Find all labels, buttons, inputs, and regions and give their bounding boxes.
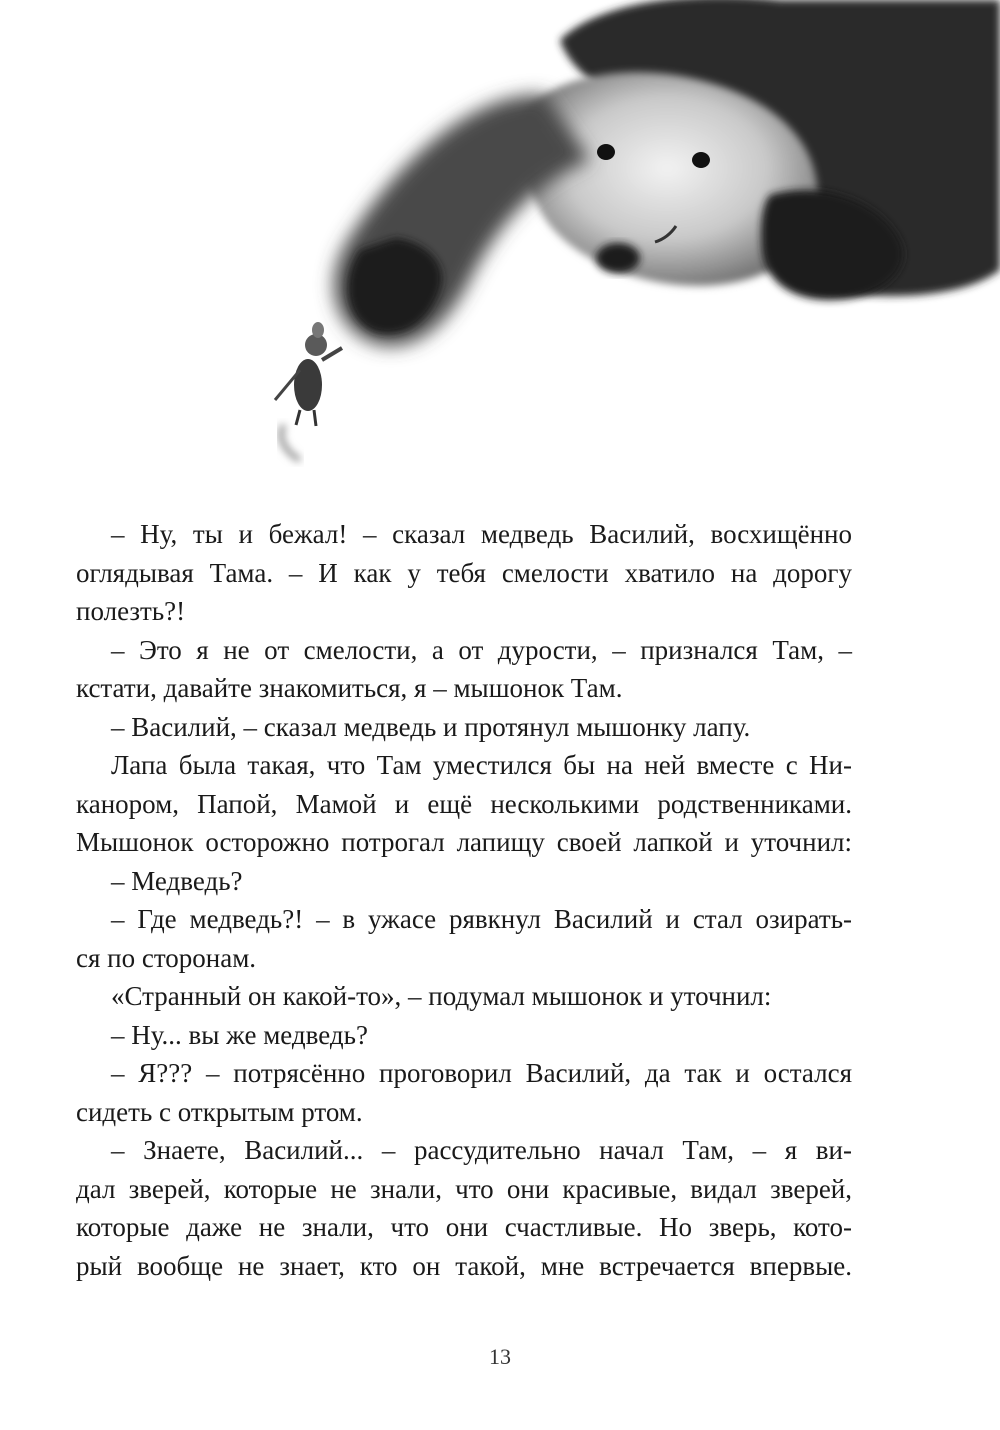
text-line: – Я??? – потрясённо проговорил Василий, да так и остался [111,1058,852,1088]
text-line: – Ну... вы же медведь? [111,1019,368,1050]
text-line: – Знаете, Василий... – рассудительно начал Там, – я ви- [111,1135,852,1165]
text-line: кстати, давайте знакомиться, я – мышонок Там. [76,673,623,703]
text-line: дал зверей, которые не знали, что они красивые, видал зверей, [76,1173,852,1204]
page-number: 13 [489,1344,511,1369]
text-line: рый вообще не знает, кто он такой, мне встречается впервые. [76,1250,852,1281]
bear-and-mouse-illustration [0,0,1000,500]
text-line: Лапа была такая, что Там уместился бы на ней вместе с Ни- [111,750,852,780]
text-line: канором, Папой, Мамой и ещё несколькими родственниками. [76,788,852,819]
text-line: – Ну, ты и бежал! – сказал медведь Василий, восхищённо [111,519,852,549]
text-line: Мышонок осторожно потрогал лапищу своей лапкой и уточнил: [76,827,852,857]
text-line: ся по сторонам. [76,942,257,973]
bear-icon [334,0,1000,346]
text-line: – Медведь? [111,865,243,896]
text-line: сидеть с открытым ртом. [76,1096,363,1127]
text-line: – Это я не от смелости, а от дурости, – признался Там, – [111,634,852,665]
text-line: – Василий, – сказал медведь и протянул мышонку лапу. [111,711,751,742]
text-line: которые даже не знали, что они счастливые. Но зверь, кото- [76,1212,852,1242]
story-text [76,515,852,1285]
text-line: «Странный он какой-то», – подумал мышонок и уточнил: [111,981,772,1011]
text-line: оглядывая Тама. – И как у тебя смелости хватило на дорогу [76,557,852,588]
text-line: полезть?! [76,596,186,626]
text-line: – Где медведь?! – в ужасе рявкнул Василий и стал озирать- [111,904,852,934]
mouse-icon [275,322,342,460]
illustration [0,0,1000,500]
